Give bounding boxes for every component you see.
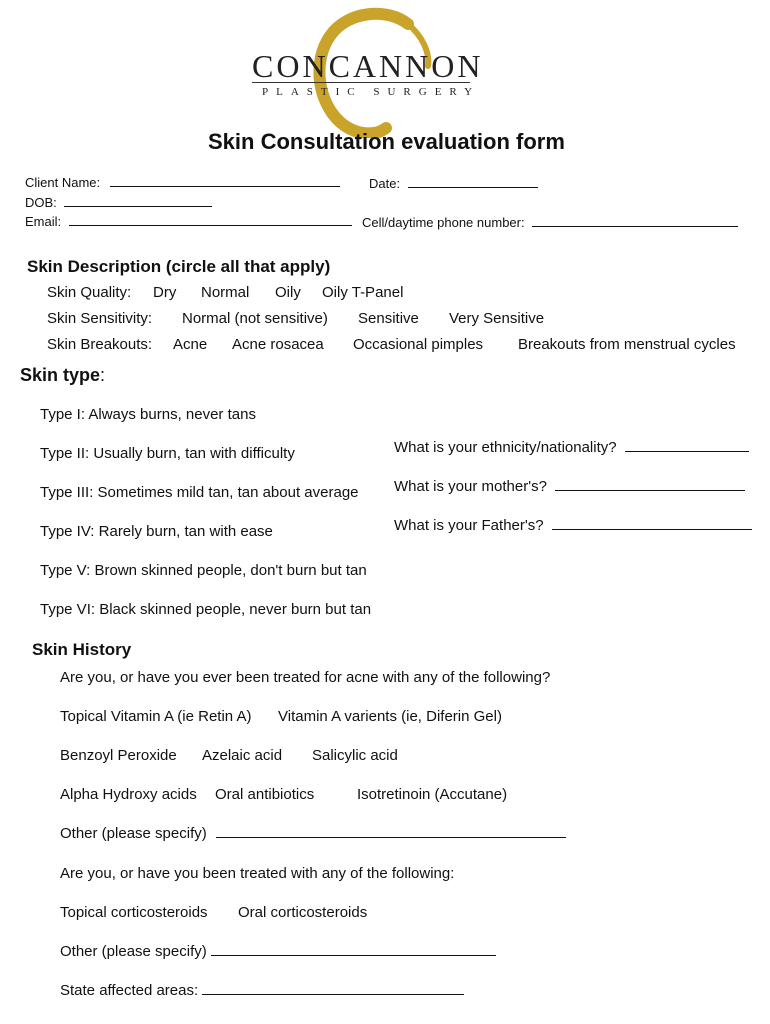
other-acne-line[interactable] (216, 825, 566, 838)
logo-divider (252, 82, 470, 83)
mother-ethnicity-label: What is your mother's? (394, 478, 547, 495)
email-line[interactable] (69, 213, 352, 226)
email-label: Email: (25, 214, 62, 229)
date-line[interactable] (408, 175, 538, 188)
other-treatment-field[interactable] (60, 943, 496, 960)
form-title: Skin Consultation evaluation form (208, 129, 565, 154)
skin-sensitivity-option[interactable]: Normal (not sensitive) (182, 310, 328, 327)
email-field[interactable] (25, 213, 352, 229)
phone-line[interactable] (532, 214, 738, 227)
skin-sensitivity-label: Skin Sensitivity: (47, 310, 153, 327)
other-acne-field[interactable] (60, 825, 566, 842)
phone-field[interactable] (362, 214, 738, 230)
affected-areas-label: State affected areas: (60, 982, 199, 999)
skin-type-option[interactable]: Type III: Sometimes mild tan, tan about average (40, 484, 359, 501)
skin-quality-option[interactable]: Oily (275, 284, 301, 301)
ethnicity-field[interactable] (394, 439, 749, 456)
skin-breakouts-option[interactable]: Occasional pimples (353, 336, 484, 353)
acne-treatment-question: Are you, or have you ever been treated for acne with any of the following? (60, 669, 551, 686)
acne-treatment-option[interactable]: Azelaic acid (202, 747, 283, 764)
treatment-question: Are you, or have you been treated with any of the following: (60, 865, 455, 882)
father-ethnicity-label: What is your Father's? (394, 517, 544, 534)
skin-quality-option[interactable]: Normal (201, 284, 250, 301)
father-ethnicity-field[interactable] (394, 517, 752, 534)
treatment-option[interactable]: Oral corticosteroids (238, 904, 368, 921)
affected-areas-line[interactable] (202, 982, 464, 995)
acne-treatment-option[interactable]: Isotretinoin (Accutane) (357, 786, 508, 803)
treatment-option[interactable]: Topical corticosteroids (60, 904, 208, 921)
skin-type-option[interactable]: Type II: Usually burn, tan with difficulty (40, 445, 295, 462)
father-ethnicity-line[interactable] (552, 517, 752, 530)
skin-breakouts-label: Skin Breakouts: (47, 336, 153, 353)
mother-ethnicity-field[interactable] (394, 478, 745, 495)
dob-field[interactable] (25, 194, 212, 210)
acne-treatment-option[interactable]: Oral antibiotics (215, 786, 315, 803)
ethnicity-label: What is your ethnicity/nationality? (394, 439, 617, 456)
skin-type-option[interactable]: Type VI: Black skinned people, never burn but tan (40, 601, 372, 618)
client-name-line[interactable] (110, 174, 340, 187)
logo-subtitle: PLASTIC SURGERY (262, 86, 481, 98)
client-name-field[interactable] (25, 174, 340, 190)
skin-breakouts-option[interactable]: Acne rosacea (232, 336, 324, 353)
skin-type-option[interactable]: Type V: Brown skinned people, don't burn but tan (40, 562, 367, 579)
dob-line[interactable] (64, 194, 212, 207)
date-label: Date: (369, 176, 401, 191)
date-field[interactable] (369, 175, 538, 191)
skin-quality-option[interactable]: Oily T-Panel (322, 284, 404, 301)
acne-treatment-option[interactable]: Alpha Hydroxy acids (60, 786, 197, 803)
dob-label: DOB: (25, 195, 57, 210)
client-name-label: Client Name: (25, 175, 101, 190)
acne-treatment-option[interactable]: Vitamin A varients (ie, Diferin Gel) (278, 708, 502, 725)
skin-sensitivity-option[interactable]: Sensitive (358, 310, 419, 327)
skin-type-option[interactable]: Type IV: Rarely burn, tan with ease (40, 523, 273, 540)
skin-type-option[interactable]: Type I: Always burns, never tans (40, 406, 256, 423)
acne-treatment-option[interactable]: Benzoyl Peroxide (60, 747, 177, 764)
other-treatment-line[interactable] (211, 943, 496, 956)
skin-quality-label: Skin Quality: (47, 284, 132, 301)
logo-name: CONCANNON (252, 48, 484, 84)
skin-type-heading: Skin type: (20, 365, 106, 385)
skin-history-heading: Skin History (32, 640, 132, 659)
acne-treatment-option[interactable]: Topical Vitamin A (ie Retin A) (60, 708, 252, 725)
acne-treatment-option[interactable]: Salicylic acid (312, 747, 398, 764)
other-acne-label: Other (please specify) (60, 825, 207, 842)
skin-sensitivity-option[interactable]: Very Sensitive (449, 310, 545, 327)
other-treatment-label: Other (please specify) (60, 943, 207, 960)
phone-label: Cell/daytime phone number: (362, 215, 525, 230)
skin-description-heading: Skin Description (circle all that apply) (27, 257, 331, 276)
skin-quality-option[interactable]: Dry (153, 284, 177, 301)
mother-ethnicity-line[interactable] (555, 478, 745, 491)
affected-areas-field[interactable] (60, 982, 464, 999)
ethnicity-line[interactable] (625, 439, 749, 452)
skin-breakouts-option[interactable]: Breakouts from menstrual cycles (518, 336, 736, 353)
skin-breakouts-option[interactable]: Acne (173, 336, 208, 353)
